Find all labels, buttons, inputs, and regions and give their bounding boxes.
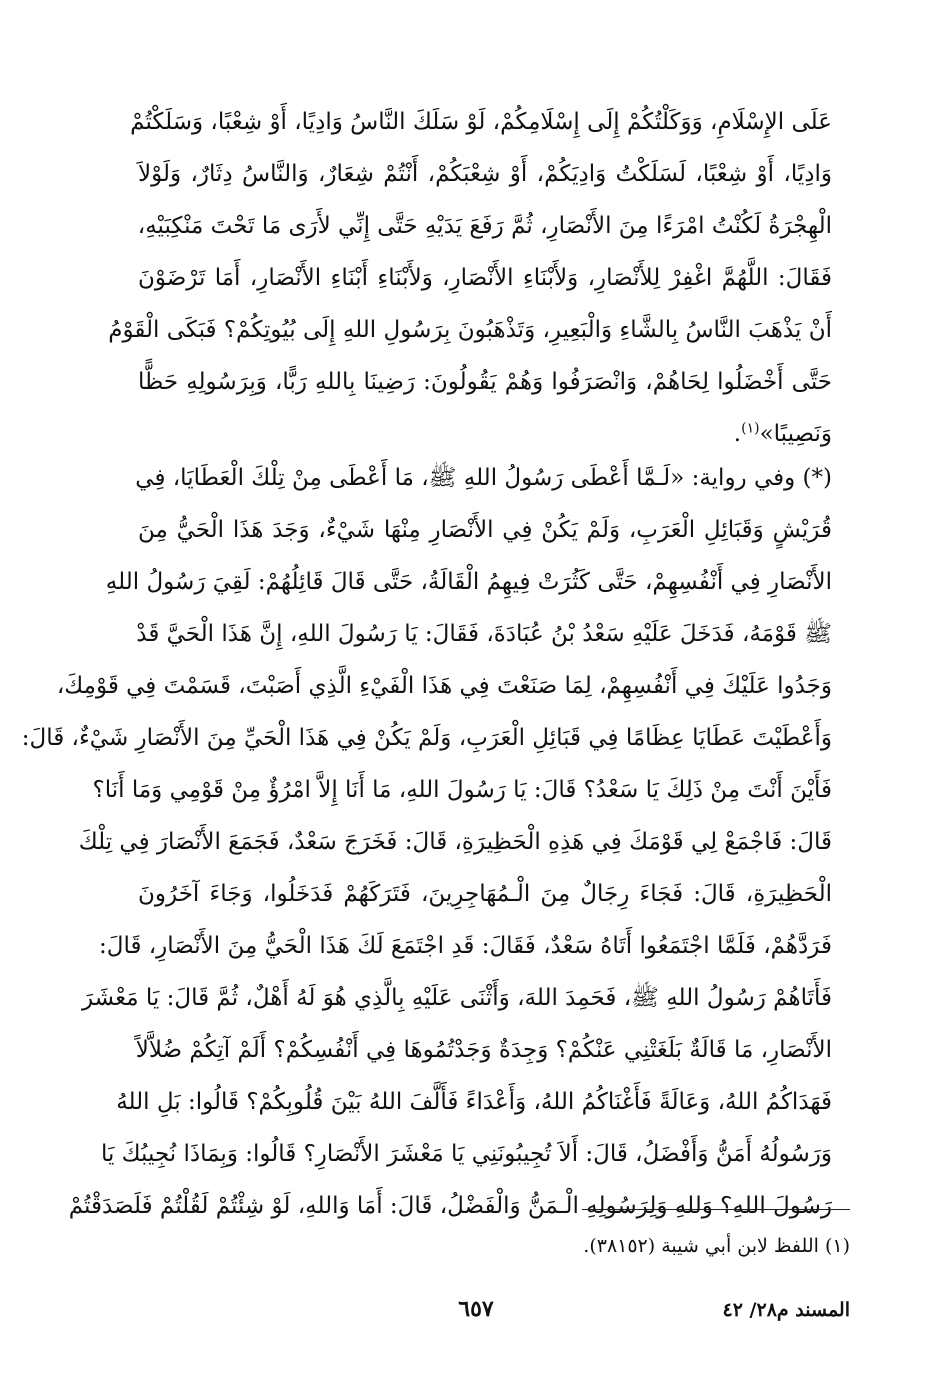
text-line: فَهَدَاكُمُ اللهُ، وَعَالَةً فَأَغْنَاكُمُ اللهُ، وَأَعْدَاءً فَأَلَّفَ اللهُ بَيْنَ قُلُوبِكُمْ؟ قَالُوا: بَلِ اللهُ	[116, 1089, 832, 1115]
text-line: فَرَدَّهُمْ، فَلَمَّا اجْتَمَعُوا أَتَاهُ سَعْدٌ، فَقَالَ: قَدِ اجْتَمَعَ لَكَ هَذَا الْحَيُّ مِنَ الأَنْصَارِ، قَالَ:	[98, 933, 832, 959]
text-line: ﷺ قَوْمَهُ، فَدَخَلَ عَلَيْهِ سَعْدُ بْنُ عُبَادَةَ، فَقَالَ: يَا رَسُولَ اللهِ، إِنَّ هَذَا الْحَيَّ قَدْ	[136, 621, 832, 647]
text-line: الأَنْصَارِ، مَا قَالَةٌ بَلَغَتْنِي عَنْكُمْ؟ وَجِدَةٌ وَجَدْتُمُوهَا فِي أَنْفُسِكُمْ؟ أَلَمْ آتِكُمْ ضُلاَّلاً	[135, 1037, 832, 1063]
text-fragment: وَنَصِيبًا»	[759, 421, 832, 447]
text-line: فَقَالَ: اللَّهُمَّ اغْفِرْ لِلأَنْصَارِ، وَلأَبْنَاءِ الأَنْصَارِ، وَلأَبْنَاءِ أَبْنَاءِ الأَنْصَارِ، أَمَا تَرْضَوْنَ	[138, 265, 832, 291]
text-line: الْهِجْرَةُ لَكُنْتُ امْرَءًا مِنَ الأَنْصَارِ، ثُمَّ رَفَعَ يَدَيْهِ حَتَّى إِنِّي لأَرَى مَا تَحْتَ مَنْكِبَيْهِ،	[137, 213, 832, 239]
text-line: (*) وفي رواية: «لَـمَّا أَعْطَى رَسُولُ اللهِ ﷺ، مَا أَعْطَى مِنْ تِلْكَ الْعَطَايَا، فِي	[135, 465, 832, 491]
text-line: أَنْ يَذْهَبَ النَّاسُ بِالشَّاءِ وَالْبَعِيرِ، وَتَذْهَبُونَ بِرَسُولِ اللهِ إِلَى بُيُوتِكُمْ؟ فَبَكَى الْقَوْمُ	[108, 317, 832, 343]
footnote-separator	[582, 1209, 850, 1210]
text-line: فَأَيْنَ أَنْتَ مِنْ ذَلِكَ يَا سَعْدُ؟ قَالَ: يَا رَسُولَ اللهِ، مَا أَنَا إِلاَّ امْرُؤٌ مِنْ قَوْمِي وَمَا أَنَا؟	[92, 777, 832, 803]
text-punctuation: .	[733, 421, 742, 447]
text-line: قَالَ: فَاجْمَعْ لِي قَوْمَكَ فِي هَذِهِ الْحَظِيرَةِ، قَالَ: فَخَرَجَ سَعْدٌ، فَجَمَعَ الأَنْصَارَ فِي تِلْكَ	[78, 829, 832, 855]
paragraph-narration	[21, 452, 832, 1232]
text-line: فَأَتَاهُمْ رَسُولُ اللهِ ﷺ، فَحَمِدَ اللهَ، وَأَثْنَى عَلَيْهِ بِالَّذِي هُوَ لَهُ أَهْلٌ، ثُمَّ قَالَ: يَا مَعْشَرَ	[81, 985, 832, 1011]
text-line: وَأَعْطَيْتَ عَطَايَا عِظَامًا فِي قَبَائِلِ الْعَرَبِ، وَلَمْ يَكُنْ فِي هَذَا الْحَيِّ مِنَ الأَنْصَارِ شَيْءٌ، قَالَ:	[21, 725, 832, 751]
page-number: ٦٥٧	[458, 1296, 494, 1322]
text-line: وَجَدُوا عَلَيْكَ فِي أَنْفُسِهِمْ، لِمَا صَنَعْتَ فِي هَذَا الْفَيْءِ الَّذِي أَصَبْتَ، قَسَمْتَ فِي قَوْمِكَ،	[56, 673, 832, 699]
text-line: الأَنْصَارِ فِي أَنْفُسِهِمْ، حَتَّى كَثُرَتْ فِيهِمُ الْقَالَةُ، حَتَّى قَالَ قَائِلُهُمْ: لَقِيَ رَسُولُ اللهِ	[105, 569, 832, 595]
text-line: رَسُولَ اللهِ؟ وَللهِ وَلِرَسُولِهِ الْـمَنُّ وَالْفَضْلُ، قَالَ: أَمَا وَاللهِ، لَوْ شِئْتُمْ لَقُلْتُمْ فَلَصَدَقْتُمْ	[68, 1193, 832, 1219]
text-line: الْحَظِيرَةِ، قَالَ: فَجَاءَ رِجَالٌ مِنَ الْـمُهَاجِرِينَ، فَتَرَكَهُمْ فَدَخَلُوا، وَجَاءَ آخَرُونَ	[138, 881, 832, 907]
text-line: وَادِيًا، أَوْ شِعْبًا، لَسَلَكْتُ وَادِيَكُمْ، أَوْ شِعْبَكُمْ، أَنْتُمْ شِعَارٌ، وَالنَّاسُ دِثَارٌ، وَلَوْلاَ	[138, 161, 832, 187]
text-line: وَرَسُولُهُ أَمَنُّ وَأَفْضَلُ، قَالَ: أَلاَ تُجِيبُونَنِي يَا مَعْشَرَ الأَنْصَارِ؟ قَالُوا: وَبِمَاذَا نُجِيبُكَ يَا	[100, 1141, 832, 1167]
footnote-reference[interactable]: (١)	[741, 420, 760, 437]
paragraph-hadith-continuation	[108, 96, 832, 460]
text-line: عَلَى الإِسْلَامِ، وَوَكَلْتُكُمْ إِلَى إِسْلَامِكُمْ، لَوْ سَلَكَ النَّاسُ وَادِيًا، أَوْ شِعْبًا، وَسَلَكْتُمْ	[130, 109, 832, 135]
footnote-1: (١) اللفظ لابن أبي شيبة (٣٨١٥٢).	[583, 1235, 850, 1257]
volume-signature: المسند م٢٨/ ٤٢	[722, 1299, 850, 1321]
text-line: قُرَيْشٍ وَقَبَائِلِ الْعَرَبِ، وَلَمْ يَكُنْ فِي الأَنْصَارِ مِنْهَا شَيْءٌ، وَجَدَ هَذَا الْحَيُّ مِنَ	[138, 517, 832, 543]
text-line: حَتَّى أَخْضَلُوا لِحَاهُمْ، وَانْصَرَفُوا وَهُمْ يَقُولُونَ: رَضِينَا بِاللهِ رَبًّا، وَبِرَسُولِهِ حَظًّا	[138, 369, 832, 395]
